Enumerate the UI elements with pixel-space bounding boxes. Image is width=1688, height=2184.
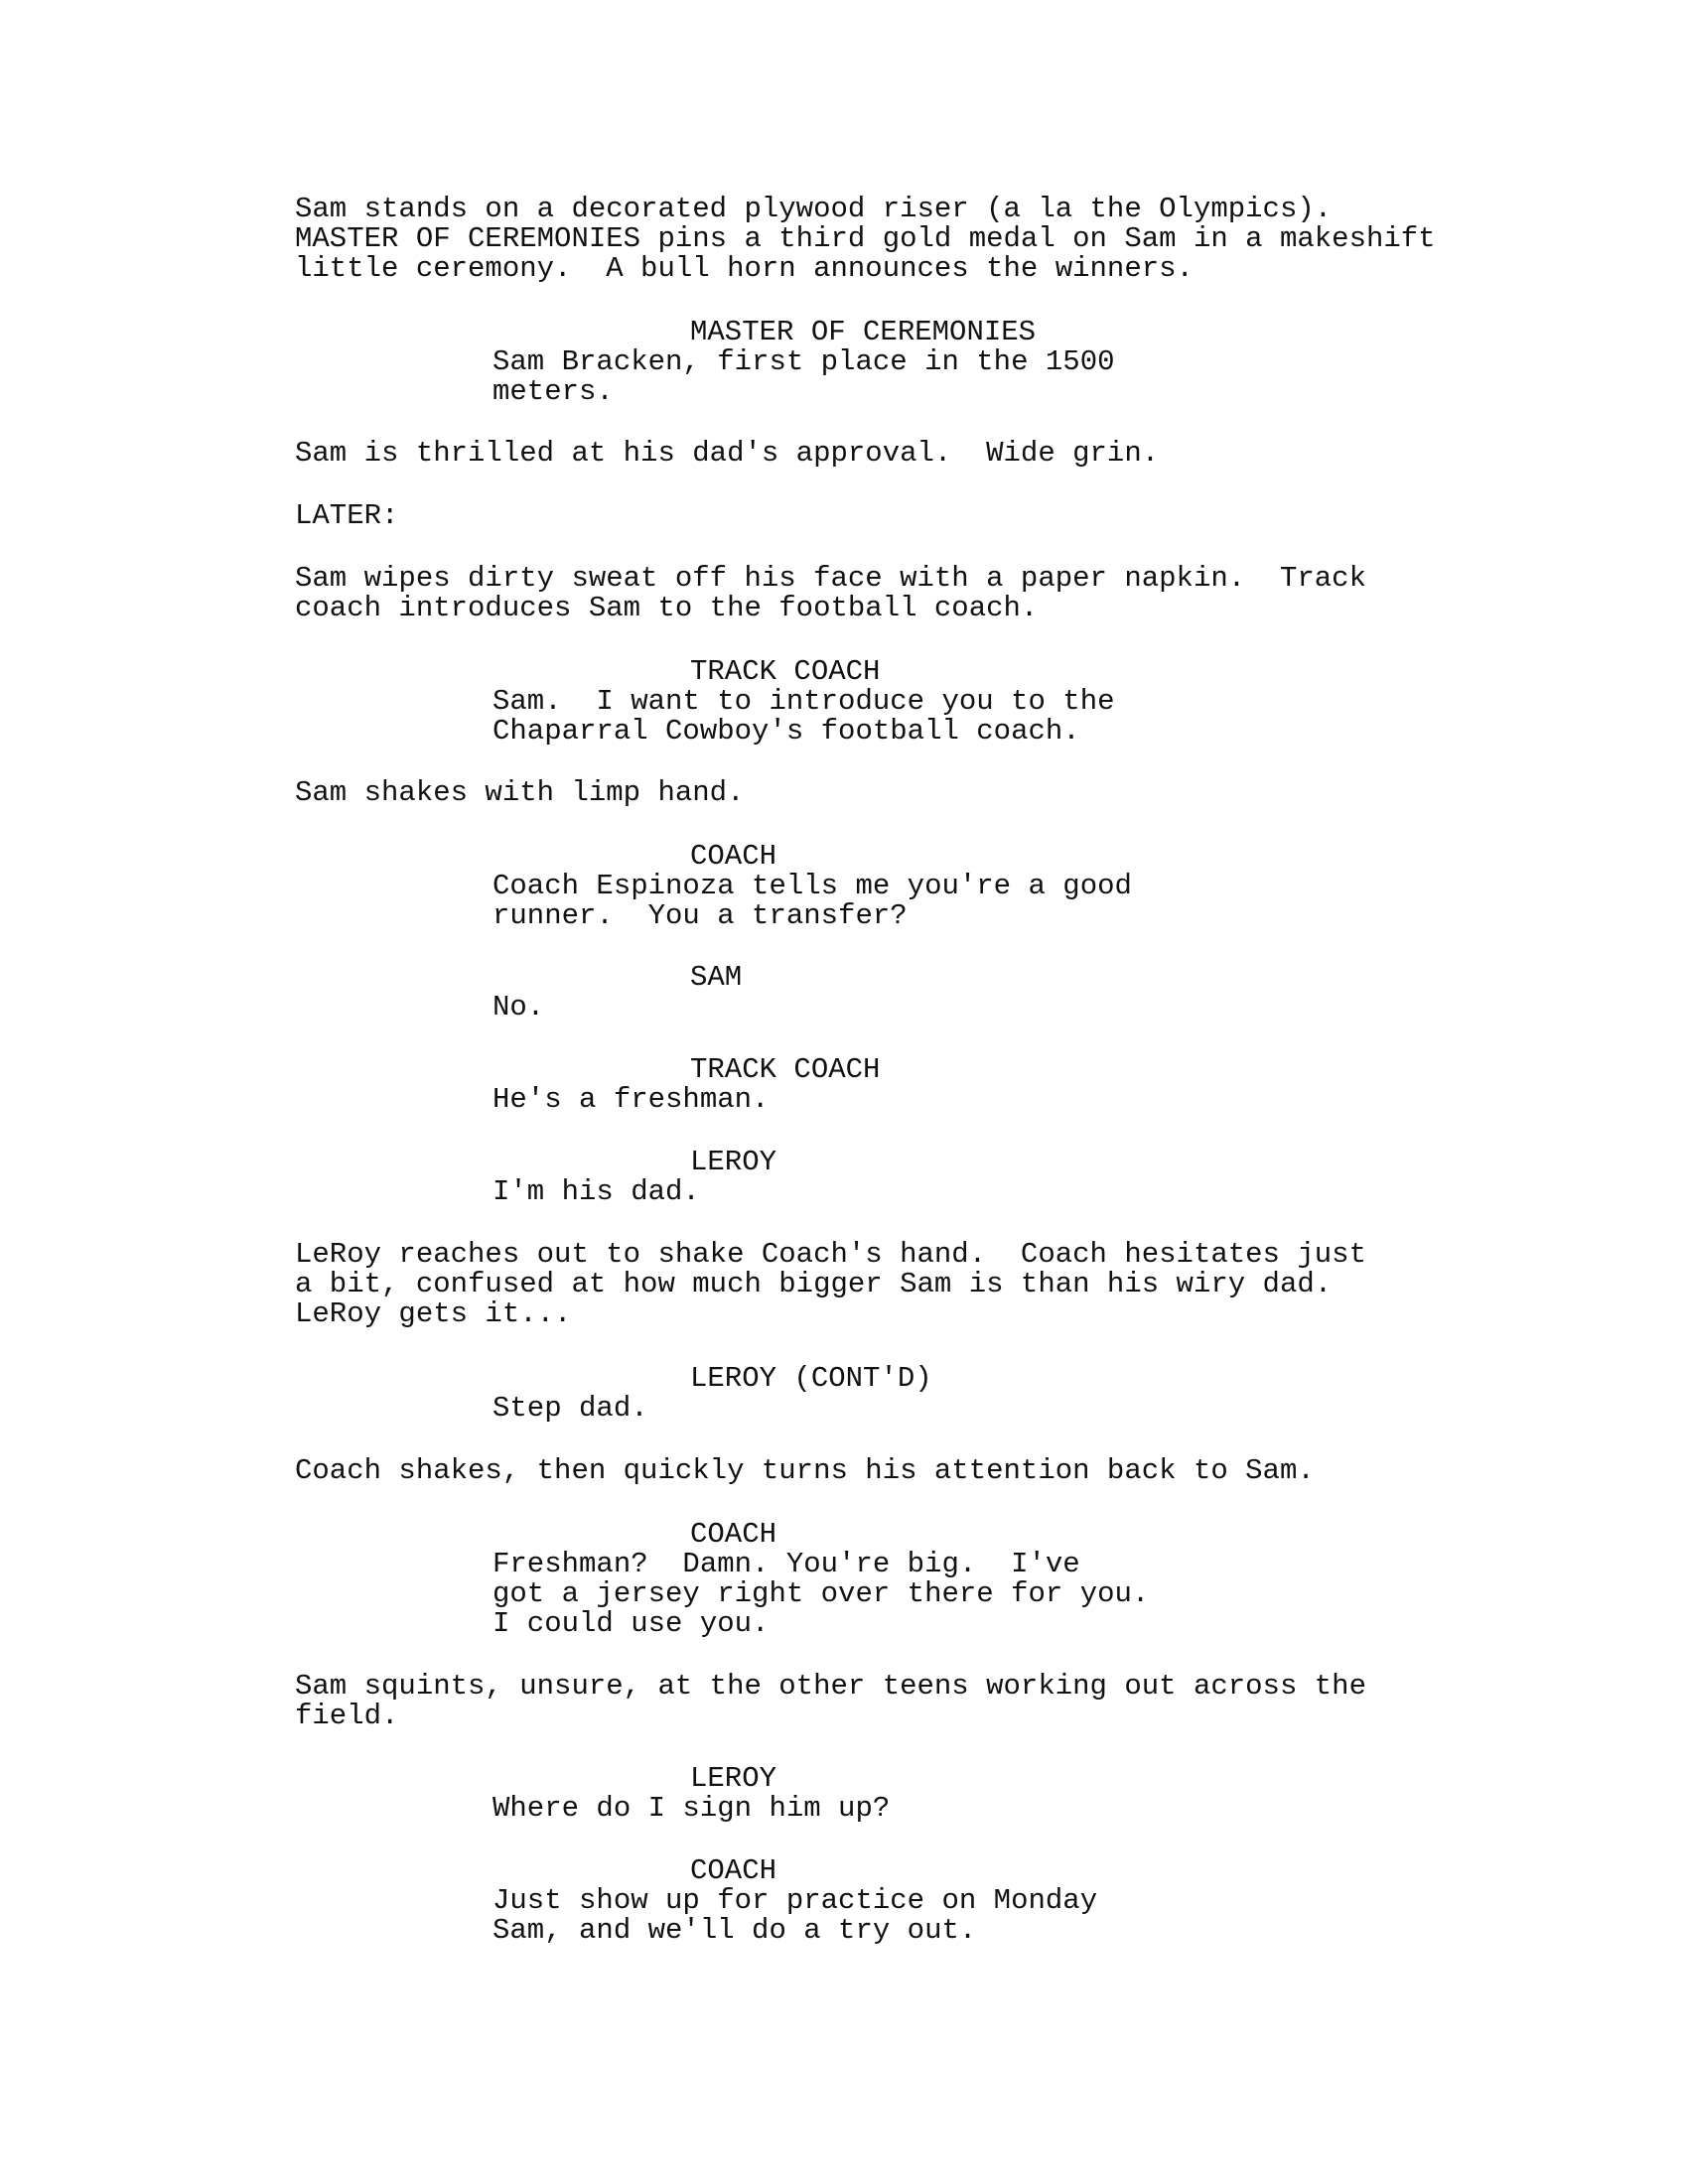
line: I could use you. [492, 1607, 770, 1640]
character-name: MASTER OF CEREMONIES [690, 316, 1037, 348]
dialogue-block [492, 872, 1207, 931]
dialogue-block [492, 687, 1207, 747]
line: Sam squints, unsure, at the other teens working out across the [295, 1670, 1366, 1703]
line: Sam, and we'll do a try out. [492, 1914, 977, 1947]
line: little ceremony. A bull horn announces the winners. [295, 252, 1194, 285]
line: Sam. I want to introduce you to the [492, 685, 1115, 718]
dialogue-block: He's a freshman. [492, 1083, 770, 1116]
line: LeRoy reaches out to shake Coach's hand. Coach hesitates just [295, 1238, 1366, 1271]
line: Just show up for practice on Monday [492, 1884, 1098, 1917]
dialogue-block [492, 1886, 1207, 1946]
character-name: LEROY [690, 1762, 777, 1795]
dialogue-block: Step dad. [492, 1392, 648, 1425]
character-name: COACH [690, 1518, 777, 1551]
character-name: TRACK COACH [690, 655, 881, 688]
character-name: COACH [690, 1854, 777, 1887]
dialogue-block: Where do I sign him up? [492, 1792, 891, 1825]
action-block [295, 564, 1486, 623]
line: Sam stands on a decorated plywood riser (a la the Olympics). [295, 193, 1333, 225]
action-block [295, 1240, 1486, 1329]
line: MASTER OF CEREMONIES pins a third gold medal on Sam in a makeshift [295, 222, 1436, 255]
character-name: LEROY [690, 1146, 777, 1178]
line: field. [295, 1700, 399, 1732]
line: Chaparral Cowboy's football coach. [492, 715, 1080, 748]
line: meters. [492, 375, 614, 408]
action-block [295, 195, 1486, 284]
character-name: LEROY (CONT'D) [690, 1362, 932, 1395]
line: Sam Bracken, first place in the 1500 [492, 345, 1115, 378]
line: got a jersey right over there for you. [492, 1577, 1150, 1610]
character-name: COACH [690, 840, 777, 873]
line: LeRoy gets it... [295, 1297, 572, 1330]
transition-line: LATER: [295, 499, 399, 532]
character-name: TRACK COACH [690, 1053, 881, 1086]
dialogue-block [492, 347, 1207, 407]
action-block: Sam shakes with limp hand. [295, 776, 745, 809]
action-block: Sam is thrilled at his dad's approval. Wide grin. [295, 437, 1160, 470]
dialogue-block: I'm his dad. [492, 1175, 700, 1208]
line: Coach Espinoza tells me you're a good [492, 870, 1132, 902]
dialogue-block [492, 1550, 1207, 1639]
line: coach introduces Sam to the football coach. [295, 592, 1039, 624]
line: Freshman? Damn. You're big. I've [492, 1548, 1080, 1580]
dialogue-block: No. [492, 991, 545, 1024]
action-block: Coach shakes, then quickly turns his attention back to Sam. [295, 1454, 1315, 1487]
line: Sam wipes dirty sweat off his face with a paper napkin. Track [295, 562, 1366, 595]
line: runner. You a transfer? [492, 899, 908, 932]
line: a bit, confused at how much bigger Sam is than his wiry dad. [295, 1268, 1333, 1300]
character-name: SAM [690, 961, 743, 994]
action-block [295, 1672, 1486, 1731]
